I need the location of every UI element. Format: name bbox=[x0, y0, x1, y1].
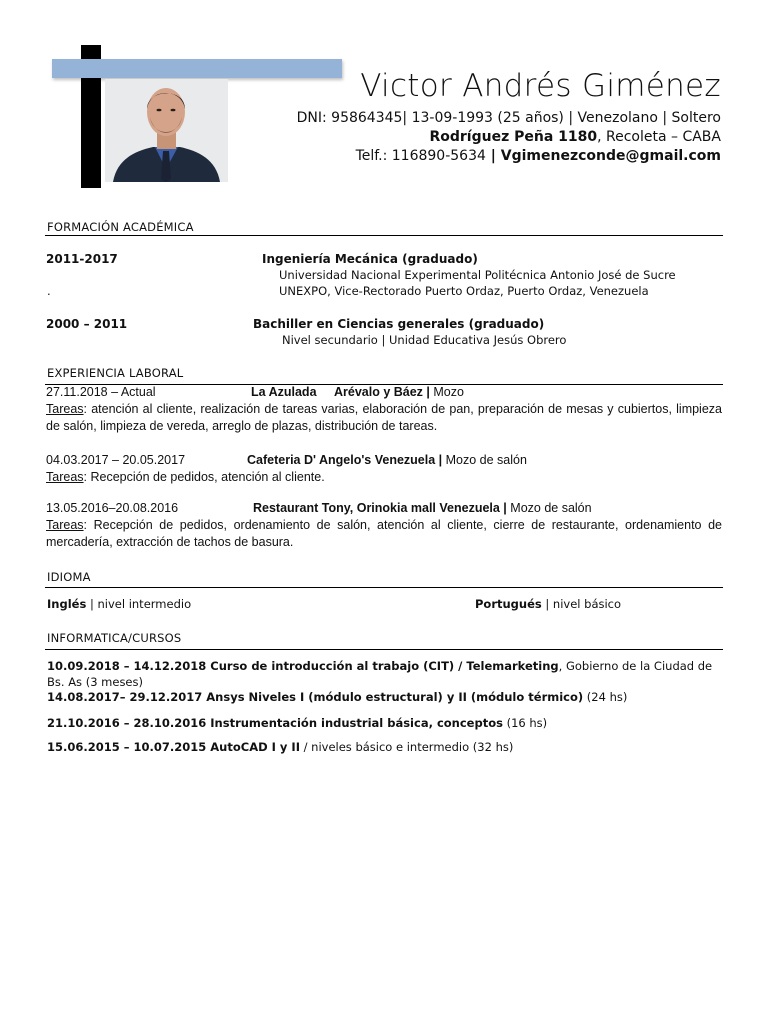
course-dates: 14.08.2017– 29.12.2017 bbox=[47, 690, 207, 704]
job-company-name: Restaurant Tony, Orinokia mall Venezuela | bbox=[253, 501, 507, 515]
job-tasks bbox=[46, 401, 722, 434]
education-institution-detail: UNEXPO, Vice-Rectorado Puerto Ordaz, Puerto Ordaz, Venezuela bbox=[279, 284, 649, 298]
tasks-text: : Recepción de pedidos, ordenamiento de salón, atención al cliente, cierre de restaurante, ordenamiento de mercadería, extracción de tachos de basura. bbox=[46, 518, 722, 549]
job-dates: 13.05.2016–20.08.2016 bbox=[46, 501, 179, 515]
education-institution: Universidad Nacional Experimental Politécnica Antonio José de Sucre bbox=[279, 268, 676, 282]
address-street: Rodríguez Peña 1180 bbox=[429, 129, 598, 145]
education-degree: Ingeniería Mecánica (graduado) bbox=[262, 252, 478, 266]
course-detail: , Gobierno de la Ciudad de Bs. As (3 meses) bbox=[47, 659, 713, 689]
job-company-detail bbox=[253, 501, 592, 515]
education-degree: Bachiller en Ciencias generales (graduado) bbox=[253, 317, 545, 331]
job-role: Mozo de salón bbox=[442, 453, 527, 467]
course-dates: 15.06.2015 – 10.07.2015 bbox=[47, 740, 211, 754]
section-divider bbox=[45, 235, 723, 236]
language-name: Portugués bbox=[475, 597, 542, 611]
job-dates: 27.11.2018 – Actual bbox=[46, 385, 156, 399]
job-company: La Azulada bbox=[251, 385, 317, 399]
language-item bbox=[475, 597, 621, 611]
language-item bbox=[47, 597, 191, 611]
course-detail: (16 hs) bbox=[502, 716, 548, 730]
job-company-detail bbox=[247, 453, 527, 467]
tasks-label: Tareas bbox=[46, 402, 84, 416]
email-address: Vgimenezconde@gmail.com bbox=[500, 148, 721, 164]
job-company-detail bbox=[334, 385, 464, 399]
language-name: Inglés bbox=[47, 597, 87, 611]
education-years: 2011-2017 bbox=[46, 252, 118, 266]
education-years: 2000 – 2011 bbox=[46, 317, 128, 331]
education-dot: . bbox=[47, 284, 51, 298]
section-title-courses: INFORMATICA/CURSOS bbox=[47, 631, 182, 645]
profile-photo bbox=[105, 79, 228, 182]
section-divider bbox=[45, 649, 723, 650]
personal-info-line: DNI: 95864345| 13-09-1993 (25 años) | Venezolano | Soltero bbox=[296, 110, 721, 126]
course-name: Curso de introducción al trabajo (CIT) / Telemarketing bbox=[210, 659, 559, 673]
contact-line bbox=[356, 148, 721, 164]
tasks-text: : Recepción de pedidos, atención al cliente. bbox=[83, 470, 325, 484]
course-detail: (24 hs) bbox=[583, 690, 628, 704]
course-dates: 10.09.2018 – 14.12.2018 bbox=[47, 659, 211, 673]
job-tasks bbox=[46, 469, 722, 486]
address-line bbox=[429, 129, 721, 145]
course-name: AutoCAD I y II bbox=[210, 740, 300, 754]
course-item bbox=[47, 740, 513, 754]
education-institution: Nivel secundario | Unidad Educativa Jesús Obrero bbox=[282, 333, 567, 347]
job-dates: 04.03.2017 – 20.05.2017 bbox=[46, 453, 186, 467]
job-role: Mozo bbox=[429, 385, 464, 399]
tasks-label: Tareas bbox=[46, 518, 84, 532]
course-item bbox=[47, 690, 627, 704]
language-level: | nivel básico bbox=[541, 597, 622, 611]
section-title-experience: EXPERIENCIA LABORAL bbox=[47, 366, 184, 380]
tasks-label: Tareas bbox=[46, 470, 84, 484]
course-name: Instrumentación industrial básica, conceptos bbox=[210, 716, 503, 730]
section-title-education: FORMACIÓN ACADÉMICA bbox=[47, 220, 194, 234]
contact-separator: | bbox=[485, 148, 501, 164]
job-tasks bbox=[46, 517, 722, 550]
job-company-name: Cafeteria D' Angelo's Venezuela | bbox=[247, 453, 443, 467]
address-area: , Recoleta – CABA bbox=[597, 129, 721, 145]
course-item bbox=[47, 716, 547, 730]
section-title-languages: IDIOMA bbox=[47, 570, 91, 584]
section-divider bbox=[45, 587, 723, 588]
phone-number: Telf.: 116890-5634 bbox=[355, 148, 486, 164]
language-level: | nivel intermedio bbox=[86, 597, 192, 611]
course-dates: 21.10.2016 – 28.10.2016 bbox=[47, 716, 211, 730]
header-blue-bar bbox=[52, 59, 342, 78]
tasks-text: : atención al cliente, realización de tareas varias, elaboración de pan, preparación de mesas y cubiertos, limpieza de salón, limpieza de vereda, arreglo de plazas, distribución de tareas. bbox=[46, 402, 722, 433]
course-item bbox=[47, 658, 723, 690]
profile-photo-image bbox=[105, 79, 228, 182]
job-role: Mozo de salón bbox=[506, 501, 592, 515]
candidate-name: Victor Andrés Giménez bbox=[360, 68, 721, 104]
course-name: Ansys Niveles I (módulo estructural) y II (módulo térmico) bbox=[206, 690, 584, 704]
job-company-name: Arévalo y Báez | bbox=[334, 385, 430, 399]
course-detail: / niveles básico e intermedio (32 hs) bbox=[299, 740, 514, 754]
